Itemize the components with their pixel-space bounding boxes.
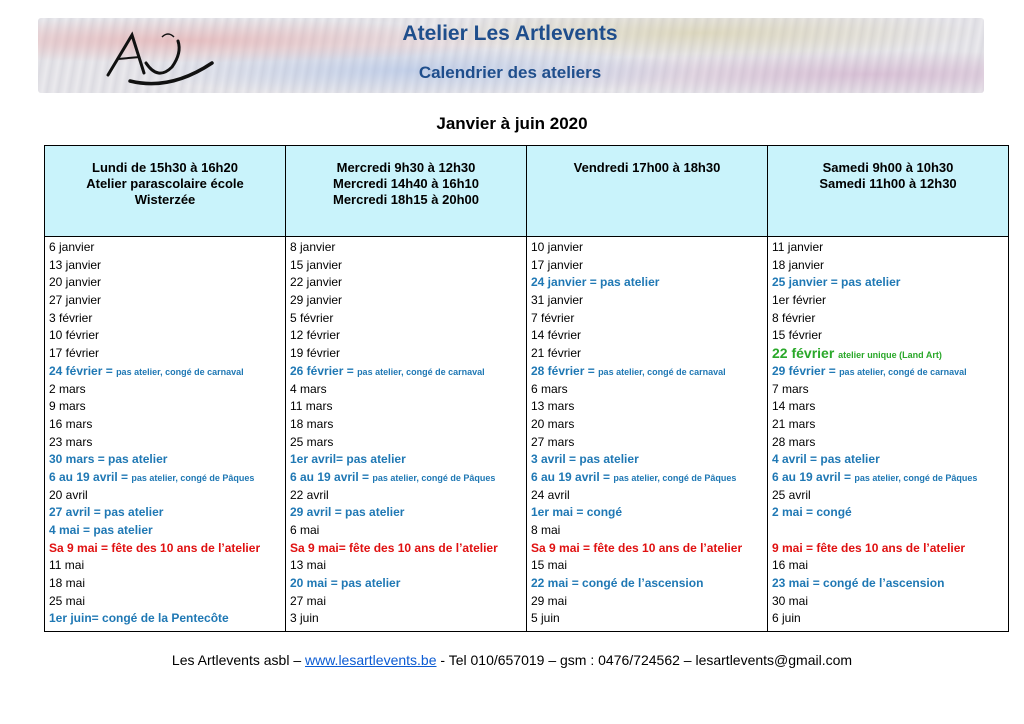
date-text: 27 mars bbox=[531, 434, 575, 449]
date-text: 10 janvier bbox=[531, 240, 584, 254]
date-text: 11 mai bbox=[49, 558, 85, 573]
calendar-header-row bbox=[45, 146, 1009, 237]
date-text: 27 mai bbox=[290, 593, 327, 608]
date-text: 19 février bbox=[290, 346, 341, 361]
column-header-vendredi bbox=[527, 146, 768, 237]
date-entry bbox=[772, 292, 1008, 310]
date-entry bbox=[531, 593, 767, 611]
header-line: Samedi 9h00 à 10h30 bbox=[822, 160, 954, 175]
date-text: 15 février bbox=[772, 328, 823, 343]
calendar-body-row bbox=[45, 237, 1009, 632]
date-text: 13 janvier bbox=[49, 257, 102, 272]
page-subtitle: Calendrier des ateliers bbox=[418, 63, 602, 82]
date-text: 25 janvier = pas atelier bbox=[772, 275, 901, 290]
date-entry bbox=[531, 381, 767, 399]
date-entry bbox=[49, 504, 285, 522]
date-text: 6 au 19 avril = bbox=[290, 469, 373, 484]
website-link[interactable]: www.lesartlevents.be bbox=[305, 652, 437, 668]
date-text: 22 février bbox=[772, 345, 839, 362]
date-entry bbox=[290, 540, 526, 558]
date-text: 7 février bbox=[531, 310, 575, 325]
date-entry bbox=[49, 451, 285, 469]
date-text: 8 février bbox=[772, 310, 816, 325]
date-text: 26 février = bbox=[290, 363, 358, 378]
date-note: pas atelier, congé de Pâques bbox=[613, 472, 737, 483]
header-line: Mercredi 14h40 à 16h10 bbox=[333, 176, 479, 191]
date-entry bbox=[531, 451, 767, 469]
date-text: 24 janvier = pas atelier bbox=[531, 275, 660, 290]
date-entry bbox=[531, 239, 767, 257]
date-text: 1er mai = congé bbox=[531, 505, 623, 520]
date-text: 15 janvier bbox=[290, 257, 343, 272]
date-text: 27 janvier bbox=[49, 293, 102, 308]
date-entry bbox=[772, 487, 1008, 505]
date-text: 22 janvier bbox=[290, 275, 343, 290]
date-text: 18 janvier bbox=[772, 257, 825, 272]
date-entry bbox=[531, 398, 767, 416]
date-entry bbox=[49, 522, 285, 540]
date-entry bbox=[49, 593, 285, 611]
date-text: 6 au 19 avril = bbox=[531, 469, 614, 484]
date-text: 8 janvier bbox=[290, 240, 336, 254]
date-text: 29 février = bbox=[772, 363, 840, 378]
date-text: 11 mars bbox=[290, 399, 333, 414]
date-entry bbox=[531, 363, 767, 381]
date-entry bbox=[49, 557, 285, 575]
date-text: 4 mars bbox=[290, 381, 327, 396]
date-entry bbox=[772, 398, 1008, 416]
date-entry bbox=[290, 381, 526, 399]
date-text: 14 mars bbox=[772, 399, 816, 414]
date-note: pas atelier, congé de Pâques bbox=[854, 472, 978, 483]
date-text: 3 février bbox=[49, 310, 93, 325]
date-entry bbox=[290, 345, 526, 363]
date-entry bbox=[290, 487, 526, 505]
date-entry bbox=[49, 575, 285, 593]
date-entry bbox=[49, 257, 285, 275]
date-entry bbox=[290, 522, 526, 540]
date-text: 30 mai bbox=[772, 593, 809, 608]
column-dates-samedi bbox=[768, 237, 1009, 632]
date-note: pas atelier, congé de Pâques bbox=[131, 472, 255, 483]
date-entry bbox=[531, 575, 767, 593]
date-entry bbox=[531, 434, 767, 452]
date-note: pas atelier, congé de carnaval bbox=[839, 366, 967, 377]
date-text: 28 février = bbox=[531, 363, 599, 378]
date-text: 6 juin bbox=[772, 611, 801, 626]
date-entry bbox=[772, 469, 1008, 487]
date-text: 13 mai bbox=[290, 558, 327, 573]
date-entry bbox=[290, 398, 526, 416]
date-text: 13 mars bbox=[531, 399, 575, 414]
date-text: 20 mars bbox=[531, 416, 575, 431]
date-entry bbox=[531, 345, 767, 363]
date-entry bbox=[772, 363, 1008, 381]
column-header-mercredi bbox=[286, 146, 527, 237]
date-text: 1er juin= congé de la Pentecôte bbox=[49, 611, 229, 626]
date-entry bbox=[49, 381, 285, 399]
date-entry bbox=[772, 540, 1008, 558]
date-text: 31 janvier bbox=[531, 293, 584, 308]
date-entry bbox=[772, 522, 1008, 540]
date-entry bbox=[49, 610, 285, 628]
date-text: 22 avril bbox=[290, 487, 329, 502]
date-entry bbox=[49, 327, 285, 345]
column-header-lundi bbox=[45, 146, 286, 237]
date-text: 22 mai = congé de l’ascension bbox=[531, 576, 704, 591]
date-entry bbox=[290, 593, 526, 611]
date-text: 6 au 19 avril = bbox=[49, 469, 132, 484]
date-entry bbox=[772, 345, 1008, 363]
calendar-table bbox=[44, 145, 1009, 632]
date-text: 21 mars bbox=[772, 416, 816, 431]
date-entry bbox=[531, 469, 767, 487]
date-entry bbox=[531, 292, 767, 310]
date-text: 6 mars bbox=[531, 381, 568, 396]
date-entry bbox=[772, 239, 1008, 257]
date-entry bbox=[49, 345, 285, 363]
date-text: 4 mai = pas atelier bbox=[49, 523, 153, 537]
date-entry bbox=[290, 451, 526, 469]
footer-contact bbox=[0, 652, 1024, 668]
date-text: 29 mai bbox=[531, 593, 568, 608]
date-entry bbox=[49, 469, 285, 487]
header-line: Mercredi 9h30 à 12h30 bbox=[336, 160, 476, 175]
date-entry bbox=[49, 274, 285, 292]
date-entry bbox=[49, 540, 285, 558]
date-entry bbox=[290, 557, 526, 575]
date-entry bbox=[290, 239, 526, 257]
footer-contact-details: - Tel 010/657019 – gsm : 0476/724562 – lesartlevents@gmail.com bbox=[436, 652, 853, 668]
date-text: 20 janvier bbox=[49, 275, 102, 290]
date-entry bbox=[531, 610, 767, 628]
date-note: atelier unique (Land Art) bbox=[838, 350, 942, 361]
date-text: 29 avril = pas atelier bbox=[290, 505, 405, 520]
date-note: pas atelier, congé de carnaval bbox=[598, 366, 726, 377]
date-entry bbox=[531, 557, 767, 575]
date-entry bbox=[290, 504, 526, 522]
date-entry bbox=[772, 434, 1008, 452]
date-text: 9 mars bbox=[49, 399, 86, 414]
date-text: 24 février = bbox=[49, 363, 117, 378]
date-entry bbox=[290, 610, 526, 628]
date-entry bbox=[531, 540, 767, 558]
header-line: Samedi 11h00 à 12h30 bbox=[819, 176, 957, 191]
date-text: 3 juin bbox=[290, 611, 319, 626]
date-entry bbox=[49, 416, 285, 434]
date-text: 6 mai bbox=[290, 523, 320, 537]
date-text: 1er février bbox=[772, 293, 827, 308]
date-entry bbox=[49, 310, 285, 328]
date-entry bbox=[772, 310, 1008, 328]
date-entry bbox=[290, 434, 526, 452]
date-text: 2 mai = congé bbox=[772, 505, 852, 520]
date-note: pas atelier, congé de carnaval bbox=[357, 366, 485, 377]
date-note: pas atelier, congé de Pâques bbox=[372, 472, 496, 483]
date-entry bbox=[772, 593, 1008, 611]
date-text: 21 février bbox=[531, 346, 582, 361]
date-text: Sa 9 mai= fête des 10 ans de l’atelier bbox=[290, 540, 498, 555]
date-text: 1er avril= pas atelier bbox=[290, 452, 406, 467]
date-text: 8 mai bbox=[531, 523, 561, 537]
date-text: 7 mars bbox=[772, 381, 809, 396]
date-text: 29 janvier bbox=[290, 293, 343, 308]
date-text: 30 mars = pas atelier bbox=[49, 452, 168, 467]
date-entry bbox=[531, 310, 767, 328]
date-text: 25 avril bbox=[772, 487, 811, 502]
date-entry bbox=[531, 416, 767, 434]
date-entry bbox=[290, 469, 526, 487]
date-entry bbox=[290, 292, 526, 310]
header-line: Mercredi 18h15 à 20h00 bbox=[333, 192, 479, 207]
date-entry bbox=[290, 274, 526, 292]
date-text: 16 mars bbox=[49, 416, 93, 431]
header-line: Atelier parascolaire école bbox=[86, 176, 244, 191]
date-entry bbox=[772, 274, 1008, 292]
date-entry bbox=[772, 381, 1008, 399]
date-entry bbox=[531, 257, 767, 275]
date-text: 17 janvier bbox=[531, 257, 584, 272]
date-text: 3 avril = pas atelier bbox=[531, 452, 639, 467]
date-text: 15 mai bbox=[531, 558, 568, 573]
date-entry bbox=[49, 487, 285, 505]
date-text: 4 avril = pas atelier bbox=[772, 452, 880, 467]
column-header-samedi bbox=[768, 146, 1009, 237]
date-text: 20 mai = pas atelier bbox=[290, 576, 401, 591]
footer-org: Les Artlevents asbl – bbox=[171, 652, 305, 668]
date-text: 18 mai bbox=[49, 576, 86, 591]
date-text: 11 janvier bbox=[772, 240, 824, 254]
date-entry bbox=[290, 310, 526, 328]
header-line: Wisterzée bbox=[134, 192, 196, 207]
date-text: 2 mars bbox=[49, 381, 86, 396]
date-entry bbox=[772, 416, 1008, 434]
date-text: 25 mars bbox=[290, 434, 334, 449]
date-entry bbox=[290, 575, 526, 593]
artlevents-logo bbox=[100, 23, 220, 87]
date-text: Sa 9 mai = fête des 10 ans de l’atelier bbox=[49, 540, 261, 555]
page-title: Atelier Les Artlevents bbox=[402, 22, 618, 45]
date-entry bbox=[772, 575, 1008, 593]
date-entry bbox=[49, 398, 285, 416]
date-entry bbox=[49, 434, 285, 452]
date-text: 25 mai bbox=[49, 593, 86, 608]
date-entry bbox=[290, 416, 526, 434]
date-text: 17 février bbox=[49, 346, 100, 361]
date-entry bbox=[772, 557, 1008, 575]
date-entry bbox=[531, 522, 767, 540]
date-text: 28 mars bbox=[772, 434, 816, 449]
date-entry bbox=[531, 487, 767, 505]
date-text: 20 avril bbox=[49, 487, 88, 502]
header-line: Vendredi 17h00 à 18h30 bbox=[573, 160, 721, 175]
header-line: Lundi de 15h30 à 16h20 bbox=[92, 160, 238, 175]
date-text: 16 mai bbox=[772, 558, 809, 573]
date-entry bbox=[531, 504, 767, 522]
column-dates-lundi bbox=[45, 237, 286, 632]
date-text: 5 février bbox=[290, 310, 334, 325]
date-text: 24 avril bbox=[531, 487, 570, 502]
date-entry bbox=[49, 292, 285, 310]
date-text: 27 avril = pas atelier bbox=[49, 505, 164, 520]
date-text: 5 juin bbox=[531, 611, 560, 626]
date-entry bbox=[772, 451, 1008, 469]
date-entry bbox=[49, 363, 285, 381]
date-text: 14 février bbox=[531, 328, 582, 343]
date-text: 10 février bbox=[49, 328, 100, 343]
date-entry bbox=[290, 327, 526, 345]
date-entry bbox=[772, 504, 1008, 522]
date-note: pas atelier, congé de carnaval bbox=[116, 366, 244, 377]
date-text: 18 mars bbox=[290, 416, 334, 431]
date-entry bbox=[49, 239, 285, 257]
column-dates-vendredi bbox=[527, 237, 768, 632]
date-entry bbox=[290, 363, 526, 381]
date-text: Sa 9 mai = fête des 10 ans de l’atelier bbox=[531, 540, 743, 555]
date-entry bbox=[531, 327, 767, 345]
date-entry bbox=[772, 327, 1008, 345]
column-dates-mercredi bbox=[286, 237, 527, 632]
date-entry bbox=[290, 257, 526, 275]
date-text: 12 février bbox=[290, 328, 341, 343]
date-text: 9 mai = fête des 10 ans de l’atelier bbox=[772, 540, 966, 555]
date-text: 6 au 19 avril = bbox=[772, 469, 855, 484]
period-heading: Janvier à juin 2020 bbox=[436, 114, 588, 133]
date-entry bbox=[531, 274, 767, 292]
date-text: 23 mars bbox=[49, 434, 93, 449]
date-entry bbox=[772, 257, 1008, 275]
date-entry bbox=[772, 610, 1008, 628]
date-text: 23 mai = congé de l’ascension bbox=[772, 576, 945, 591]
date-text: 6 janvier bbox=[49, 240, 95, 254]
